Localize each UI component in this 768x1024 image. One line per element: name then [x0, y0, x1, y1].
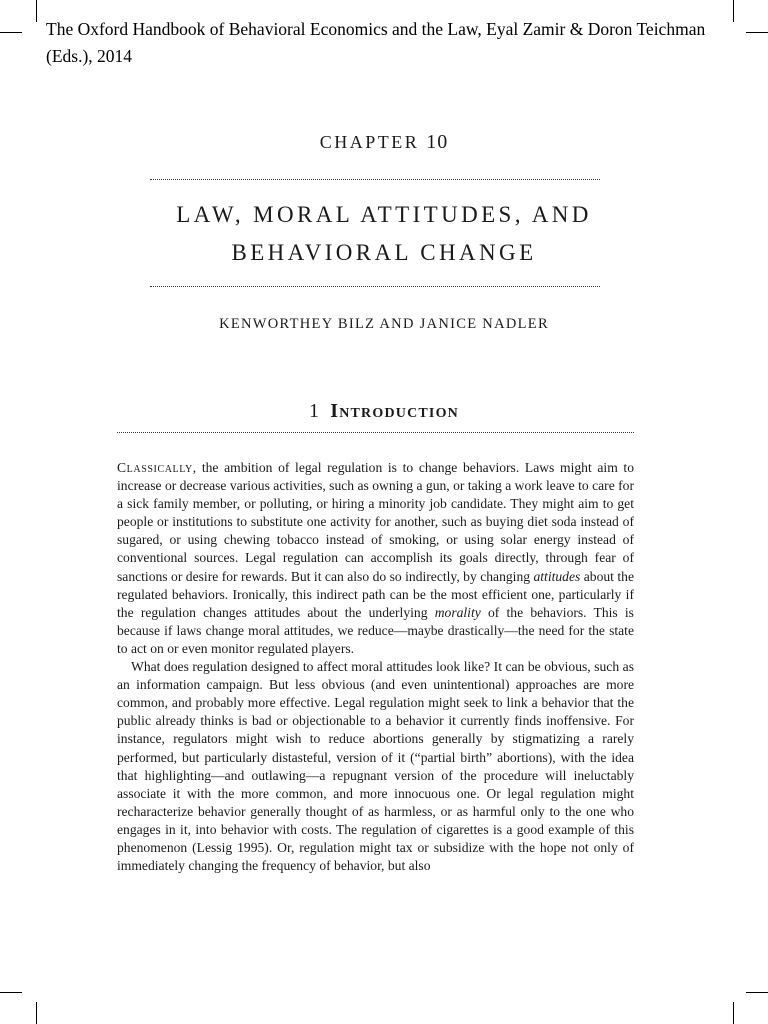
paragraph-text: , the ambition of legal regulation is to change behaviors. Laws might aim to increase or decrease various activities, such as owning a gun, or taking a work leave to care for a sick family member, or polluting, or hiring a minority job candidate. They might aim to get people or institutions to substitute one activity for another, such as buying diet soda instead of sugared, or using chewing tobacco instead of smoking, or using solar energy instead of conventional sources. Legal regulation can accomplish its goals directly, through fear of sanctions or desire for rewards. But it can also do so indirectly, by changing [117, 460, 634, 584]
section-number: 1 [309, 400, 321, 422]
paragraph: What does regulation designed to affect moral attitudes look like? It can be obvious, such as an information campaign. But less obvious (and even unintentional) approaches are more common, and probably more effective. Legal regulation might seek to link a behavior that the public already thinks is bad or objectionable to a behavior it currently finds inoffensive. For instance, regulators might wish to reduce abortions generally by stigmatizing a rarely performed, but particularly distasteful, version of it (“partial birth” abortions), with the idea that highlighting—and outlawing—a repugnant version of the procedure will ineluctably associate it with the more common, and more innocuous one. Or legal regulation might recharacterize behavior generally thought of as harmless, or as harmful only to the one who engages in it, into behavior with costs. The regulation of cigarettes is a good example of this phenomenon (Lessig 1995). Or, regulation might tax or subsidize with the hope not only of immediately changing the frequency of behavior, but also [117, 659, 634, 874]
section-title: Introduction [330, 400, 459, 422]
chapter-label: CHAPTER [319, 132, 420, 152]
crop-mark-bottom-right-horizontal [746, 992, 768, 993]
crop-mark-top-left-horizontal [0, 32, 22, 33]
section-heading [0, 400, 768, 423]
chapter-number: 10 [426, 131, 449, 153]
section-rule [117, 432, 634, 433]
emphasis: morality [434, 604, 481, 620]
crop-mark-top-left-vertical [36, 0, 37, 22]
chapter-authors: KENWORTHEY BILZ AND JANICE NADLER [219, 316, 549, 332]
chapter-title: LAW, MORAL ATTITUDES, AND BEHAVIORAL CHANGE [176, 202, 592, 265]
paragraph-text: about the regulated behaviors. Ironically, this indirect path can be the most efficient one, particularly if the regulation changes attitudes about the underlying [117, 568, 635, 620]
crop-mark-top-right-horizontal [746, 32, 768, 33]
crop-mark-bottom-left-horizontal [0, 992, 22, 993]
title-rule-top [150, 179, 600, 180]
title-rule-bottom [150, 286, 600, 287]
emphasis: attitudes [533, 568, 581, 584]
paragraph [117, 459, 634, 658]
crop-mark-bottom-right-vertical [733, 1002, 734, 1024]
source-citation: The Oxford Handbook of Behavioral Economics and the Law, Eyal Zamir & Doron Teichman (Eds.), 2014 [46, 19, 706, 66]
lead-word: Classically [117, 460, 193, 475]
crop-mark-bottom-left-vertical [36, 1002, 37, 1024]
body-text [117, 459, 634, 875]
paragraph-text: of the behaviors. This is because if laws change moral attitudes, we reduce—maybe drastically—the need for the state to act on or even monitor regulated players. [117, 604, 634, 656]
chapter-heading [0, 131, 768, 154]
